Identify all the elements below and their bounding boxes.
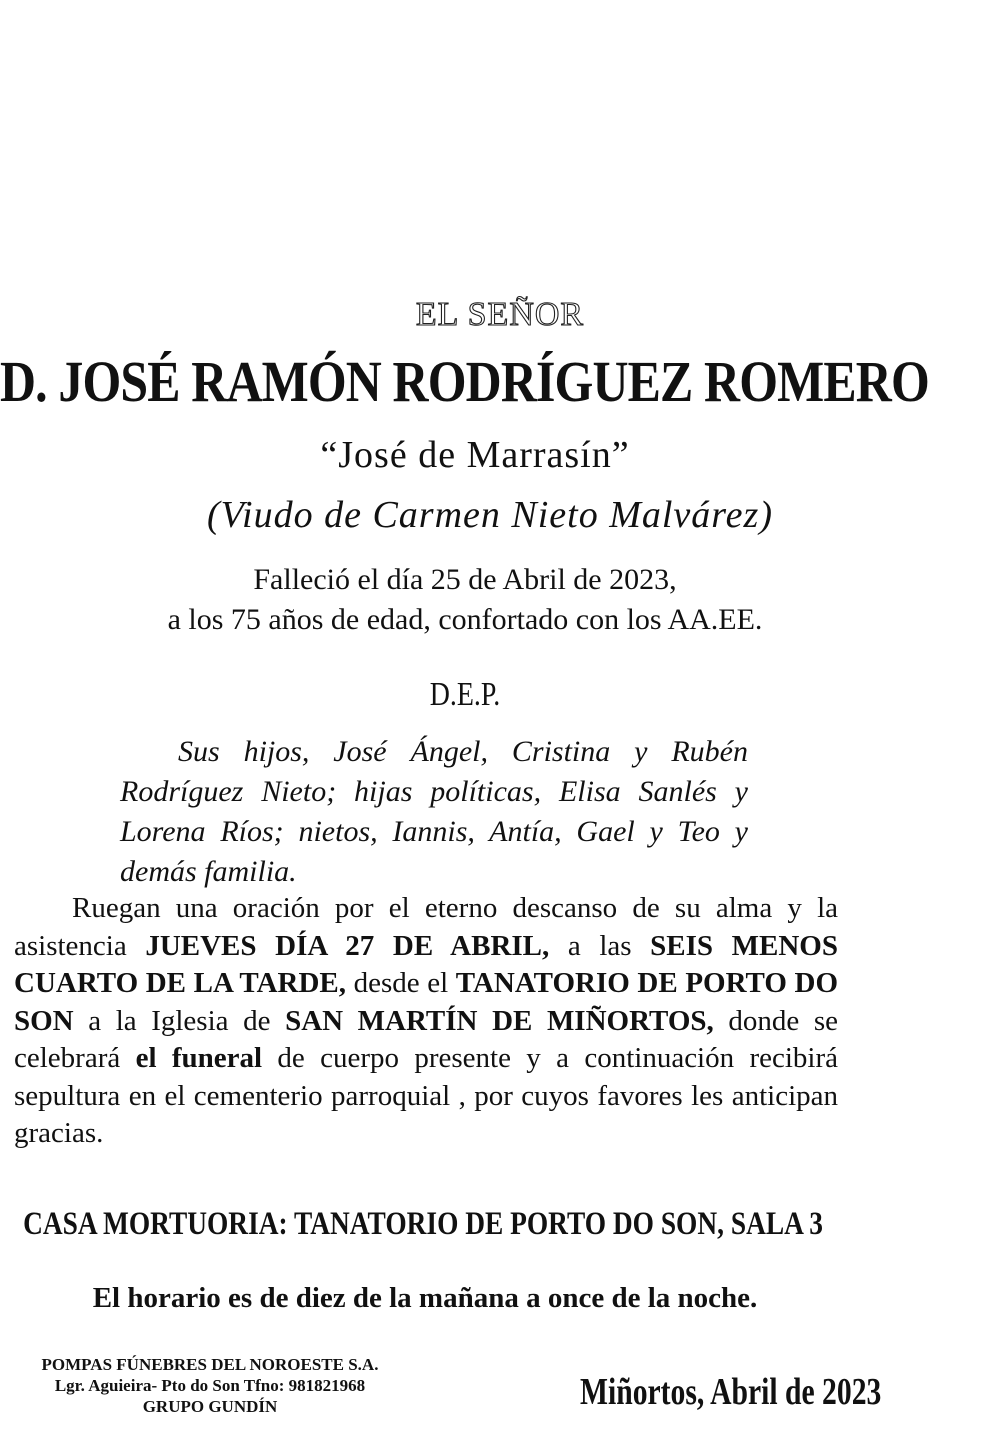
widow-note: (Viudo de Carmen Nieto Malvárez) bbox=[206, 494, 773, 536]
ceremony-text: de cuerpo presente y a continuación recibirá sepultura en el cementerio parroquial , por cuyos favores les anticipan gracias. bbox=[14, 1042, 838, 1149]
place-date: Miñortos, Abril de 2023 bbox=[580, 1371, 882, 1413]
ceremony-church: SAN MARTÍN DE MIÑORTOS, bbox=[285, 1004, 714, 1037]
ceremony-text: donde se celebrará bbox=[14, 1004, 838, 1074]
title-prefix: EL SEÑOR bbox=[415, 296, 585, 333]
death-notice bbox=[0, 560, 930, 640]
ceremony-text: Ruegan una oración por el eterno descanso de su alma y la asistencia bbox=[14, 892, 838, 962]
death-line-1: Falleció el día 25 de Abril de 2023, bbox=[253, 563, 677, 596]
ceremony-time: SEIS MENOS CUARTO DE LA TARDE, bbox=[14, 929, 838, 999]
funeral-home-group: GRUPO GUNDÍN bbox=[142, 1397, 278, 1416]
visiting-hours: El horario es de diez de la mañana a once de la noche. bbox=[92, 1282, 758, 1314]
funeral-home-name: POMPAS FÚNEBRES DEL NOROESTE S.A. bbox=[41, 1355, 379, 1374]
ceremony-funeral: el funeral bbox=[135, 1042, 263, 1074]
funeral-home bbox=[0, 1354, 420, 1417]
dep-mark: D.E.P. bbox=[429, 676, 501, 713]
casa-mortuoria: CASA MORTUORIA: TANATORIO DE PORTO DO SON, SALA 3 bbox=[23, 1206, 823, 1242]
deceased-alias: “José de Marrasín” bbox=[320, 434, 630, 476]
ceremony-date: JUEVES DÍA 27 DE ABRIL, bbox=[145, 929, 550, 962]
ceremony-text: desde el bbox=[346, 967, 456, 999]
ceremony-text: a las bbox=[549, 929, 651, 962]
ceremony-origin: TANATORIO DE PORTO DO SON bbox=[14, 967, 838, 1037]
family-paragraph: Sus hijos, José Ángel, Cristina y Rubén Rodríguez Nieto; hijas políticas, Elisa Sanlés y Lorena Ríos; nietos, Iannis, Antía, Gael y Teo y demás familia. bbox=[120, 735, 748, 888]
funeral-home-address: Lgr. Aguieira- Pto do Son Tfno: 981821968 bbox=[54, 1376, 366, 1395]
ceremony-paragraph bbox=[14, 890, 838, 1153]
death-line-2: a los 75 años de edad, confortado con los AA.EE. bbox=[167, 603, 763, 636]
ceremony-text: a la Iglesia de bbox=[73, 1004, 286, 1037]
deceased-name: D. JOSÉ RAMÓN RODRÍGUEZ ROMERO bbox=[0, 349, 929, 414]
